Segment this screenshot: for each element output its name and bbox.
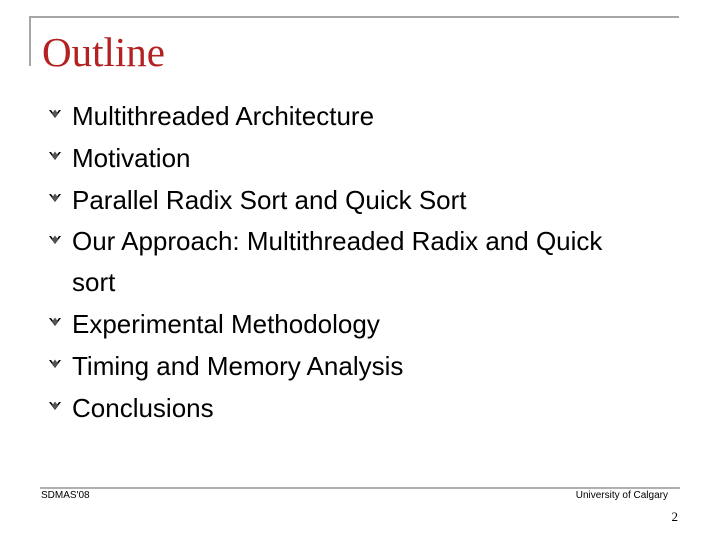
bullet-item <box>48 303 668 345</box>
diamond-v-icon <box>48 192 62 206</box>
footer-divider <box>40 487 680 489</box>
bullet-item <box>48 95 668 137</box>
outline-bullet-list <box>48 95 668 429</box>
bullet-item <box>48 345 668 387</box>
bullet-item <box>48 221 632 303</box>
bullet-item <box>48 179 668 221</box>
footer-conference-label: SDMAS'08 <box>41 490 90 501</box>
slide-title: Outline <box>42 29 165 75</box>
page-number: 2 <box>671 509 678 524</box>
bullet-text: Experimental Methodology <box>72 309 380 339</box>
title-frame-top-line <box>29 16 679 18</box>
diamond-v-icon <box>48 234 62 248</box>
bullet-text: Motivation <box>72 143 191 173</box>
bullet-text: Multithreaded Architecture <box>72 101 375 131</box>
bullet-text: Timing and Memory Analysis <box>72 351 404 381</box>
footer-institution-label: University of Calgary <box>575 490 668 501</box>
diamond-v-icon <box>48 400 62 414</box>
title-frame-left-line <box>29 16 31 66</box>
bullet-text: Conclusions <box>72 393 214 423</box>
bullet-text: Parallel Radix Sort and Quick Sort <box>72 185 467 215</box>
bullet-text: Our Approach: Multithreaded Radix and Quick sort <box>72 226 603 297</box>
bullet-item <box>48 387 668 429</box>
bullet-item <box>48 137 668 179</box>
diamond-v-icon <box>48 358 62 372</box>
diamond-v-icon <box>48 108 62 122</box>
diamond-v-icon <box>48 150 62 164</box>
diamond-v-icon <box>48 316 62 330</box>
